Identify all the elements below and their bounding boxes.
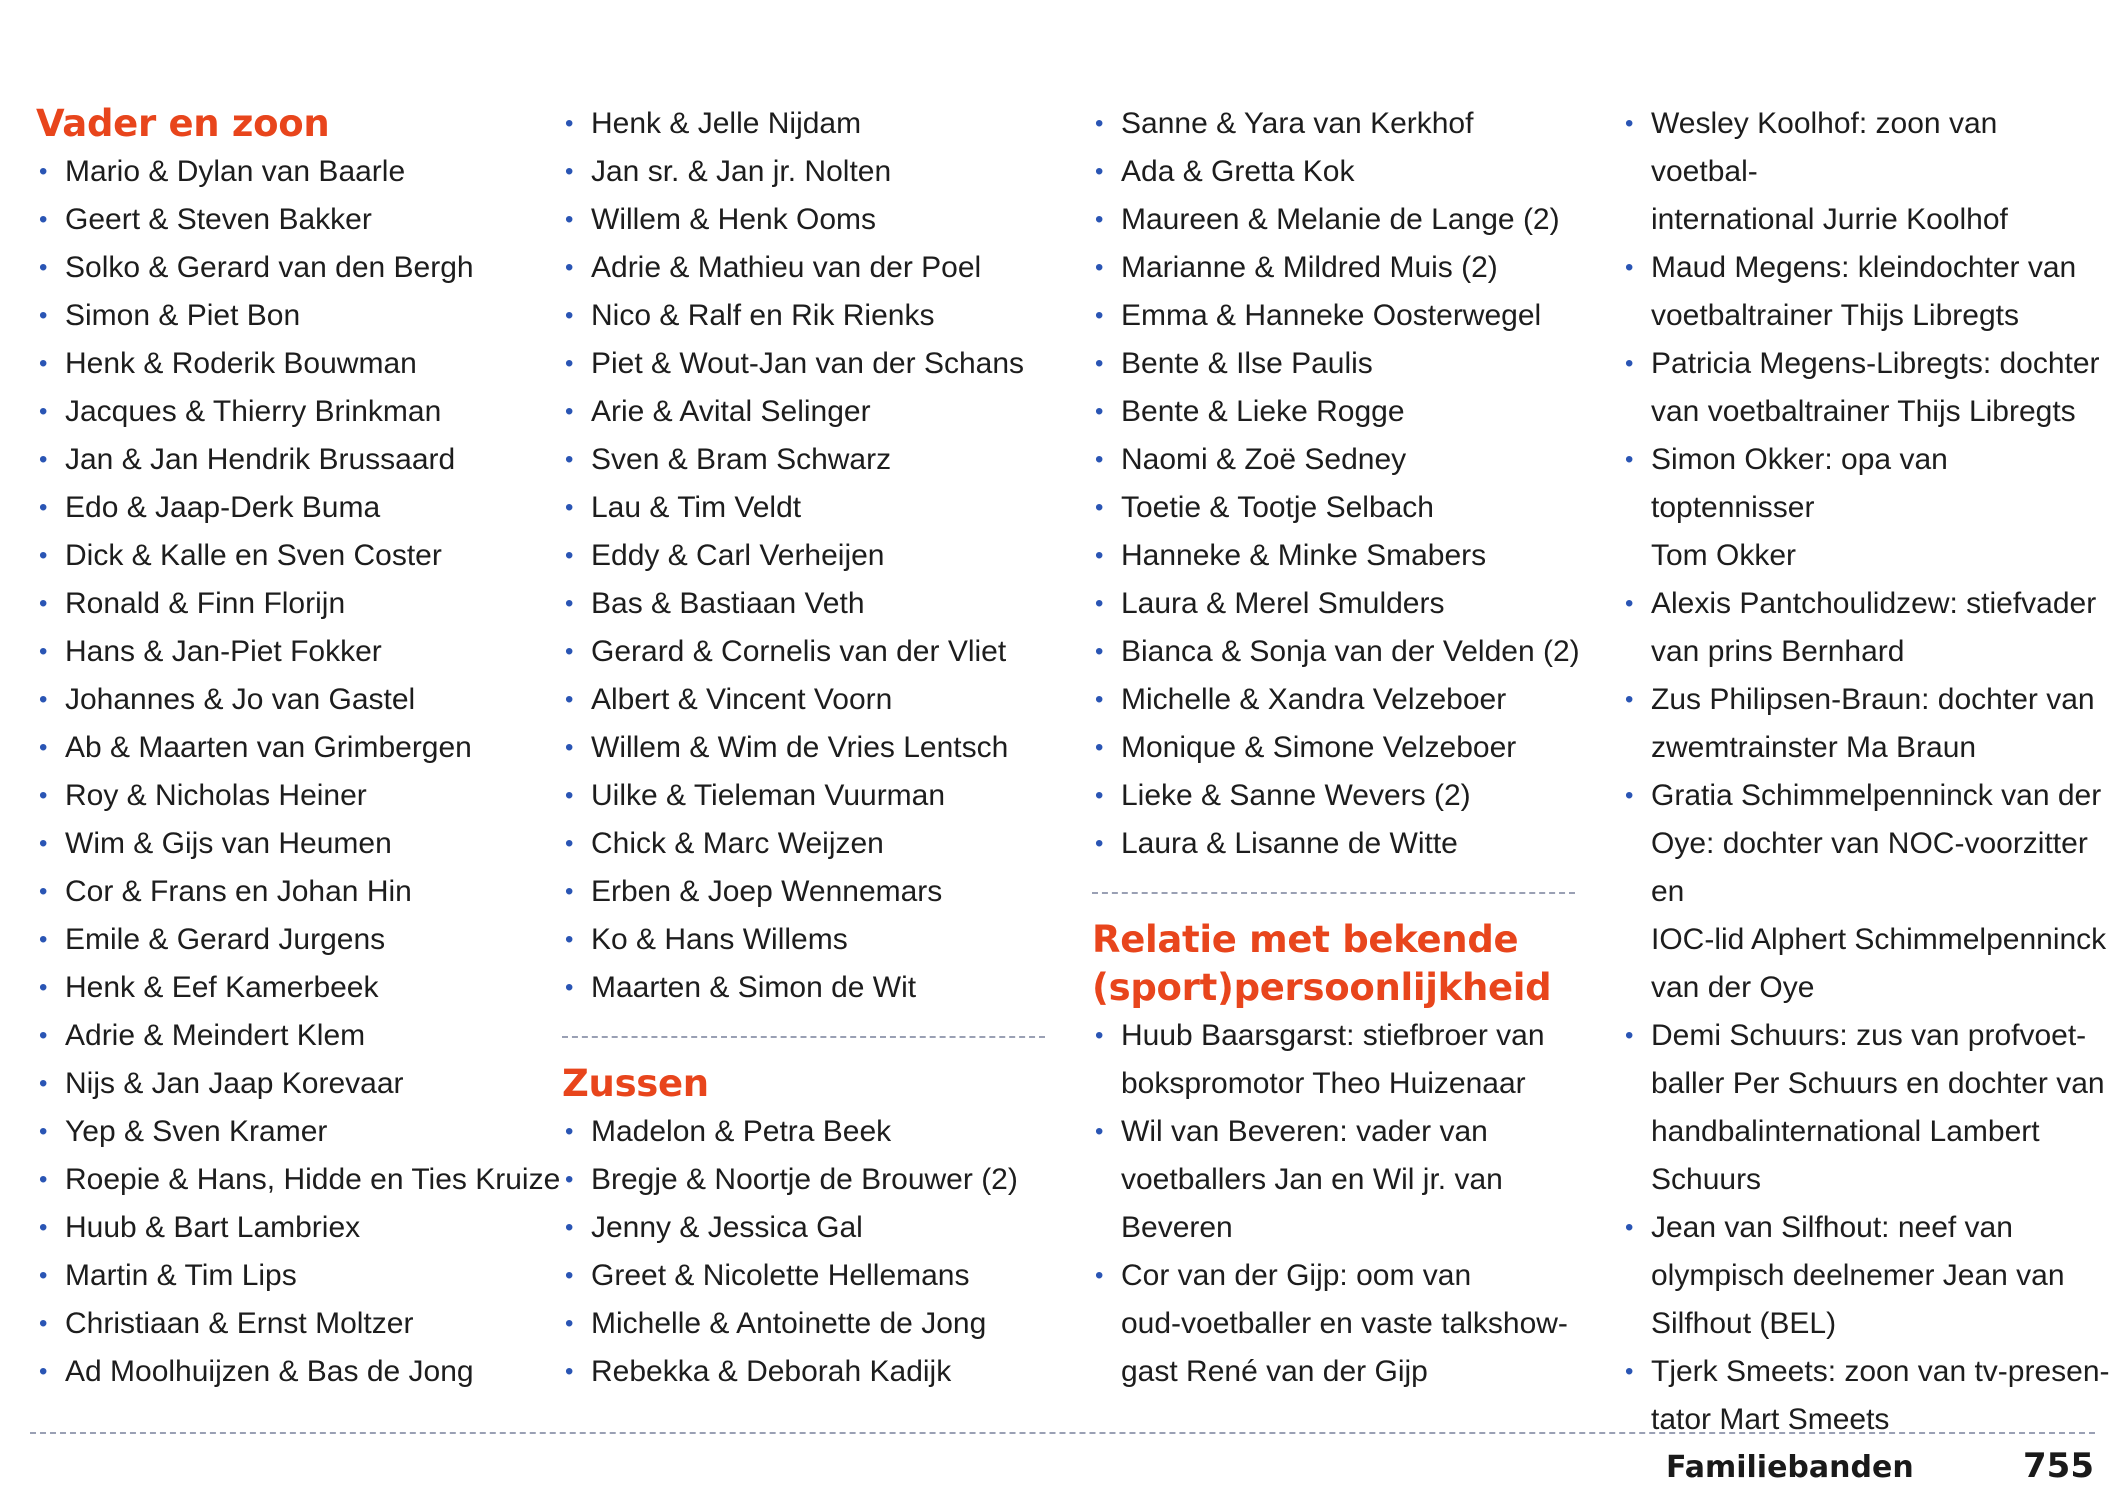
item-line: Wesley Koolhof: zoon van voetbal- xyxy=(1651,107,1998,188)
name-list xyxy=(36,148,561,1396)
list-item xyxy=(562,532,1052,580)
bullet-icon: • xyxy=(565,1358,574,1385)
list-item xyxy=(1092,388,1582,436)
column-4 xyxy=(1622,100,2112,1444)
item-text: Hans & Jan-Piet Fokker xyxy=(65,635,382,668)
bullet-icon: • xyxy=(1095,830,1104,857)
section-heading-relatie xyxy=(1092,916,1582,1012)
bullet-icon: • xyxy=(1095,350,1104,377)
list-item xyxy=(1092,1108,1582,1252)
bullet-icon: • xyxy=(565,638,574,665)
list-item xyxy=(36,1204,546,1252)
item-text: Ad Moolhuijzen & Bas de Jong xyxy=(65,1355,474,1388)
bullet-icon: • xyxy=(1625,110,1634,137)
item-line: international Jurrie Koolhof xyxy=(1651,203,2008,236)
name-list xyxy=(1092,100,1582,868)
list-item xyxy=(562,676,1052,724)
item-text: Emile & Gerard Jurgens xyxy=(65,923,386,956)
item-line: gast René van der Gijp xyxy=(1121,1355,1428,1388)
item-text: Bianca & Sonja van der Velden (2) xyxy=(1121,635,1580,668)
item-line: Maud Megens: kleindochter van xyxy=(1651,251,2077,284)
bullet-icon: • xyxy=(565,926,574,953)
list-item xyxy=(36,628,546,676)
relation-list xyxy=(1092,1012,1582,1396)
bullet-icon: • xyxy=(39,1214,48,1241)
list-item xyxy=(562,964,1052,1012)
item-text: Johannes & Jo van Gastel xyxy=(65,683,416,716)
item-text: Greet & Nicolette Hellemans xyxy=(591,1259,970,1292)
list-item xyxy=(1092,436,1582,484)
bullet-icon: • xyxy=(39,686,48,713)
list-item xyxy=(1092,628,1582,676)
bullet-icon: • xyxy=(565,590,574,617)
bullet-icon: • xyxy=(39,398,48,425)
footer-section-title: Familiebanden xyxy=(1666,1450,1914,1485)
list-item xyxy=(562,724,1052,772)
bullet-icon: • xyxy=(39,302,48,329)
column-1 xyxy=(36,100,561,1396)
item-text: Henk & Jelle Nijdam xyxy=(591,107,862,140)
item-line: tator Mart Smeets xyxy=(1651,1403,1890,1436)
list-item xyxy=(562,1348,1052,1396)
list-item xyxy=(562,100,1052,148)
item-text: Jenny & Jessica Gal xyxy=(591,1211,863,1244)
list-item xyxy=(36,1012,546,1060)
bullet-icon: • xyxy=(565,782,574,809)
item-text: Solko & Gerard van den Bergh xyxy=(65,251,474,284)
list-item xyxy=(1092,580,1582,628)
item-text: Willem & Henk Ooms xyxy=(591,203,877,236)
list-item xyxy=(562,820,1052,868)
item-text: Maureen & Melanie de Lange (2) xyxy=(1121,203,1560,236)
list-item xyxy=(36,1348,546,1396)
bullet-icon: • xyxy=(1095,1022,1104,1049)
item-text: Yep & Sven Kramer xyxy=(65,1115,328,1148)
item-text: Eddy & Carl Verheijen xyxy=(591,539,885,572)
bullet-icon: • xyxy=(39,1070,48,1097)
list-item xyxy=(1092,1252,1582,1396)
bullet-icon: • xyxy=(565,1262,574,1289)
item-text: Rebekka & Deborah Kadijk xyxy=(591,1355,952,1388)
bullet-icon: • xyxy=(565,878,574,905)
bullet-icon: • xyxy=(565,734,574,761)
list-item xyxy=(36,340,546,388)
item-text: Ko & Hans Willems xyxy=(591,923,848,956)
bullet-icon: • xyxy=(1095,494,1104,521)
item-line: Tom Okker xyxy=(1651,539,1797,572)
item-text: Henk & Roderik Bouwman xyxy=(65,347,417,380)
bullet-icon: • xyxy=(565,1214,574,1241)
bullet-icon: • xyxy=(1625,686,1634,713)
bullet-icon: • xyxy=(565,974,574,1001)
bullet-icon: • xyxy=(565,206,574,233)
bullet-icon: • xyxy=(1625,254,1634,281)
list-item xyxy=(1622,580,2112,676)
item-text: Adrie & Meindert Klem xyxy=(65,1019,366,1052)
bullet-icon: • xyxy=(565,1310,574,1337)
item-text: Naomi & Zoë Sedney xyxy=(1121,443,1407,476)
list-item xyxy=(562,148,1052,196)
bullet-icon: • xyxy=(1625,1358,1634,1385)
list-item xyxy=(36,820,546,868)
item-line: voetbaltrainer Thijs Libregts xyxy=(1651,299,2019,332)
bullet-icon: • xyxy=(39,446,48,473)
item-text: Hanneke & Minke Smabers xyxy=(1121,539,1487,572)
list-item xyxy=(1092,772,1582,820)
bullet-icon: • xyxy=(39,1262,48,1289)
item-text: Sven & Bram Schwarz xyxy=(591,443,892,476)
bullet-icon: • xyxy=(39,1118,48,1145)
list-item xyxy=(36,436,546,484)
item-line: voetballers Jan en Wil jr. van xyxy=(1121,1163,1503,1196)
item-text: Jacques & Thierry Brinkman xyxy=(65,395,442,428)
section-heading-vader-en-zoon: Vader en zoon xyxy=(36,102,330,145)
list-item xyxy=(36,484,546,532)
heading-line: (sport)persoonlijkheid xyxy=(1092,966,1552,1009)
item-text: Arie & Avital Selinger xyxy=(591,395,871,428)
bullet-icon: • xyxy=(1625,446,1634,473)
bullet-icon: • xyxy=(565,254,574,281)
bullet-icon: • xyxy=(39,974,48,1001)
list-item xyxy=(562,1156,1052,1204)
list-item xyxy=(1622,772,2112,1012)
item-text: Christiaan & Ernst Moltzer xyxy=(65,1307,414,1340)
list-item xyxy=(562,1108,1052,1156)
bullet-icon: • xyxy=(39,830,48,857)
list-item xyxy=(36,1108,546,1156)
list-item xyxy=(562,484,1052,532)
item-text: Lau & Tim Veldt xyxy=(591,491,802,524)
item-text: Henk & Eef Kamerbeek xyxy=(65,971,379,1004)
bullet-icon: • xyxy=(565,686,574,713)
bullet-icon: • xyxy=(39,1166,48,1193)
list-item xyxy=(1092,532,1582,580)
item-text: Simon & Piet Bon xyxy=(65,299,301,332)
list-item xyxy=(36,916,546,964)
item-text: Toetie & Tootje Selbach xyxy=(1121,491,1434,524)
list-item xyxy=(562,388,1052,436)
list-item xyxy=(36,1156,561,1204)
list-item xyxy=(562,292,1052,340)
list-item xyxy=(36,196,546,244)
list-item xyxy=(1622,340,2112,436)
list-item xyxy=(1092,676,1582,724)
bullet-icon: • xyxy=(39,734,48,761)
bullet-icon: • xyxy=(39,878,48,905)
item-text: Dick & Kalle en Sven Coster xyxy=(65,539,442,572)
list-item xyxy=(36,964,546,1012)
bullet-icon: • xyxy=(39,158,48,185)
section-divider xyxy=(562,1036,1045,1038)
bullet-icon: • xyxy=(39,782,48,809)
bullet-icon: • xyxy=(1095,398,1104,425)
item-text: Sanne & Yara van Kerkhof xyxy=(1121,107,1474,140)
item-text: Lieke & Sanne Wevers (2) xyxy=(1121,779,1471,812)
bullet-icon: • xyxy=(1625,590,1634,617)
item-text: Uilke & Tieleman Vuurman xyxy=(591,779,946,812)
item-text: Michelle & Xandra Velzeboer xyxy=(1121,683,1507,716)
column-2 xyxy=(562,100,1052,1396)
bullet-icon: • xyxy=(1095,110,1104,137)
item-text: Emma & Hanneke Oosterwegel xyxy=(1121,299,1542,332)
item-text: Martin & Tim Lips xyxy=(65,1259,297,1292)
item-text: Roepie & Hans, Hidde en Ties Kruize xyxy=(65,1163,561,1196)
item-text: Bente & Ilse Paulis xyxy=(1121,347,1373,380)
name-list xyxy=(562,1108,1052,1396)
item-line: olympisch deelnemer Jean van xyxy=(1651,1259,2065,1292)
list-item xyxy=(36,292,546,340)
list-item xyxy=(36,724,546,772)
item-line: Zus Philipsen-Braun: dochter van xyxy=(1651,683,2095,716)
item-line: handbalinternational Lambert xyxy=(1651,1115,2040,1148)
list-item xyxy=(562,340,1052,388)
bullet-icon: • xyxy=(565,1166,574,1193)
bullet-icon: • xyxy=(565,1118,574,1145)
bullet-icon: • xyxy=(1625,1214,1634,1241)
bullet-icon: • xyxy=(1625,350,1634,377)
list-item xyxy=(1622,1012,2112,1204)
item-text: Erben & Joep Wennemars xyxy=(591,875,943,908)
item-text: Albert & Vincent Voorn xyxy=(591,683,893,716)
item-text: Bente & Lieke Rogge xyxy=(1121,395,1405,428)
item-text: Piet & Wout-Jan van der Schans xyxy=(591,347,1025,380)
item-text: Edo & Jaap-Derk Buma xyxy=(65,491,381,524)
name-list xyxy=(562,100,1052,1012)
item-line: van voetbaltrainer Thijs Libregts xyxy=(1651,395,2076,428)
bullet-icon: • xyxy=(1095,638,1104,665)
item-text: Maarten & Simon de Wit xyxy=(591,971,917,1004)
bullet-icon: • xyxy=(565,542,574,569)
list-item xyxy=(1092,1012,1582,1108)
item-text: Nijs & Jan Jaap Korevaar xyxy=(65,1067,404,1100)
list-item xyxy=(1092,484,1582,532)
bullet-icon: • xyxy=(1095,590,1104,617)
bullet-icon: • xyxy=(1095,542,1104,569)
item-text: Bas & Bastiaan Veth xyxy=(591,587,865,620)
list-item xyxy=(1092,724,1582,772)
item-line: Wil van Beveren: vader van xyxy=(1121,1115,1488,1148)
bullet-icon: • xyxy=(1095,782,1104,809)
item-text: Geert & Steven Bakker xyxy=(65,203,372,236)
item-text: Madelon & Petra Beek xyxy=(591,1115,892,1148)
item-text: Ronald & Finn Florijn xyxy=(65,587,346,620)
item-text: Willem & Wim de Vries Lentsch xyxy=(591,731,1009,764)
item-line: oud-voetballer en vaste talkshow- xyxy=(1121,1307,1568,1340)
list-item xyxy=(1092,100,1582,148)
bullet-icon: • xyxy=(1625,1022,1634,1049)
item-line: Schuurs xyxy=(1651,1163,1762,1196)
list-item xyxy=(1622,676,2112,772)
item-line: Demi Schuurs: zus van profvoet- xyxy=(1651,1019,2087,1052)
bullet-icon: • xyxy=(39,494,48,521)
item-text: Roy & Nicholas Heiner xyxy=(65,779,367,812)
section-heading-zussen: Zussen xyxy=(562,1062,709,1105)
bullet-icon: • xyxy=(39,638,48,665)
item-line: van prins Bernhard xyxy=(1651,635,1905,668)
item-text: Nico & Ralf en Rik Rienks xyxy=(591,299,935,332)
item-text: Bregje & Noortje de Brouwer (2) xyxy=(591,1163,1018,1196)
bullet-icon: • xyxy=(39,590,48,617)
list-item xyxy=(1092,340,1582,388)
item-line: Silfhout (BEL) xyxy=(1651,1307,1837,1340)
heading-line: Relatie met bekende xyxy=(1092,918,1519,961)
item-line: baller Per Schuurs en dochter van xyxy=(1651,1067,2105,1100)
bullet-icon: • xyxy=(565,110,574,137)
item-text: Adrie & Mathieu van der Poel xyxy=(591,251,982,284)
list-item xyxy=(1092,244,1582,292)
bullet-icon: • xyxy=(39,350,48,377)
item-line: Oye: dochter van NOC-voorzitter en xyxy=(1651,827,2088,908)
list-item xyxy=(562,580,1052,628)
bullet-icon: • xyxy=(1095,1262,1104,1289)
bullet-icon: • xyxy=(565,494,574,521)
bullet-icon: • xyxy=(1095,1118,1104,1145)
bullet-icon: • xyxy=(1625,782,1634,809)
item-line: Beveren xyxy=(1121,1211,1233,1244)
bullet-icon: • xyxy=(565,830,574,857)
list-item xyxy=(1622,1348,2112,1444)
list-item xyxy=(36,244,546,292)
item-text: Monique & Simone Velzeboer xyxy=(1121,731,1517,764)
item-text: Laura & Lisanne de Witte xyxy=(1121,827,1458,860)
item-text: Laura & Merel Smulders xyxy=(1121,587,1445,620)
list-item xyxy=(36,148,546,196)
bullet-icon: • xyxy=(565,302,574,329)
list-item xyxy=(562,1300,1052,1348)
list-item xyxy=(1092,148,1582,196)
item-text: Mario & Dylan van Baarle xyxy=(65,155,406,188)
bullet-icon: • xyxy=(565,398,574,425)
item-line: bokspromotor Theo Huizenaar xyxy=(1121,1067,1526,1100)
bullet-icon: • xyxy=(39,1022,48,1049)
bullet-icon: • xyxy=(1095,302,1104,329)
bullet-icon: • xyxy=(39,1358,48,1385)
bullet-icon: • xyxy=(39,254,48,281)
bullet-icon: • xyxy=(1095,206,1104,233)
list-item xyxy=(562,1204,1052,1252)
list-item xyxy=(36,532,546,580)
item-line: Simon Okker: opa van toptennisser xyxy=(1651,443,1948,524)
list-item xyxy=(562,628,1052,676)
item-text: Ab & Maarten van Grimbergen xyxy=(65,731,472,764)
bullet-icon: • xyxy=(39,206,48,233)
bullet-icon: • xyxy=(1095,686,1104,713)
list-item xyxy=(562,772,1052,820)
bullet-icon: • xyxy=(1095,446,1104,473)
list-item xyxy=(1622,100,2112,244)
section-divider xyxy=(1092,892,1575,894)
item-line: Cor van der Gijp: oom van xyxy=(1121,1259,1472,1292)
list-item xyxy=(36,1252,546,1300)
item-line: Gratia Schimmelpenninck van der xyxy=(1651,779,2102,812)
item-line: Alexis Pantchoulidzew: stiefvader xyxy=(1651,587,2097,620)
relation-list xyxy=(1622,100,2112,1444)
list-item xyxy=(562,244,1052,292)
item-text: Huub & Bart Lambriex xyxy=(65,1211,361,1244)
item-text: Jan & Jan Hendrik Brussaard xyxy=(65,443,456,476)
item-line: IOC-lid Alphert Schimmelpenninck xyxy=(1651,923,2107,956)
bullet-icon: • xyxy=(39,1310,48,1337)
list-item xyxy=(1092,292,1582,340)
footer-divider xyxy=(30,1432,2095,1434)
item-text: Marianne & Mildred Muis (2) xyxy=(1121,251,1498,284)
item-line: zwemtrainster Ma Braun xyxy=(1651,731,1977,764)
item-line: Tjerk Smeets: zoon van tv-presen- xyxy=(1651,1355,2110,1388)
item-text: Jan sr. & Jan jr. Nolten xyxy=(591,155,892,188)
list-item xyxy=(36,580,546,628)
item-line: van der Oye xyxy=(1651,971,1815,1004)
item-line: Jean van Silfhout: neef van xyxy=(1651,1211,2013,1244)
item-text: Cor & Frans en Johan Hin xyxy=(65,875,412,908)
list-item xyxy=(36,772,546,820)
list-item xyxy=(36,1060,546,1108)
column-3 xyxy=(1092,100,1582,1396)
list-item xyxy=(1622,436,2112,580)
bullet-icon: • xyxy=(565,158,574,185)
item-line: Huub Baarsgarst: stiefbroer van xyxy=(1121,1019,1545,1052)
item-text: Chick & Marc Weijzen xyxy=(591,827,884,860)
item-text: Wim & Gijs van Heumen xyxy=(65,827,392,860)
item-line: Patricia Megens-Libregts: dochter xyxy=(1651,347,2100,380)
list-item xyxy=(1092,196,1582,244)
list-item xyxy=(36,676,546,724)
bullet-icon: • xyxy=(1095,734,1104,761)
bullet-icon: • xyxy=(39,542,48,569)
list-item xyxy=(562,436,1052,484)
list-item xyxy=(562,868,1052,916)
list-item xyxy=(36,868,546,916)
bullet-icon: • xyxy=(565,446,574,473)
page-number: 755 xyxy=(2023,1446,2094,1486)
bullet-icon: • xyxy=(565,350,574,377)
list-item xyxy=(1622,1204,2112,1348)
list-item xyxy=(562,196,1052,244)
item-text: Ada & Gretta Kok xyxy=(1121,155,1355,188)
list-item xyxy=(1622,244,2112,340)
item-text: Gerard & Cornelis van der Vliet xyxy=(591,635,1007,668)
list-item xyxy=(562,916,1052,964)
list-item xyxy=(36,388,546,436)
bullet-icon: • xyxy=(39,926,48,953)
bullet-icon: • xyxy=(1095,158,1104,185)
list-item xyxy=(36,1300,546,1348)
item-text: Michelle & Antoinette de Jong xyxy=(591,1307,987,1340)
list-item xyxy=(562,1252,1052,1300)
bullet-icon: • xyxy=(1095,254,1104,281)
list-item xyxy=(1092,820,1582,868)
